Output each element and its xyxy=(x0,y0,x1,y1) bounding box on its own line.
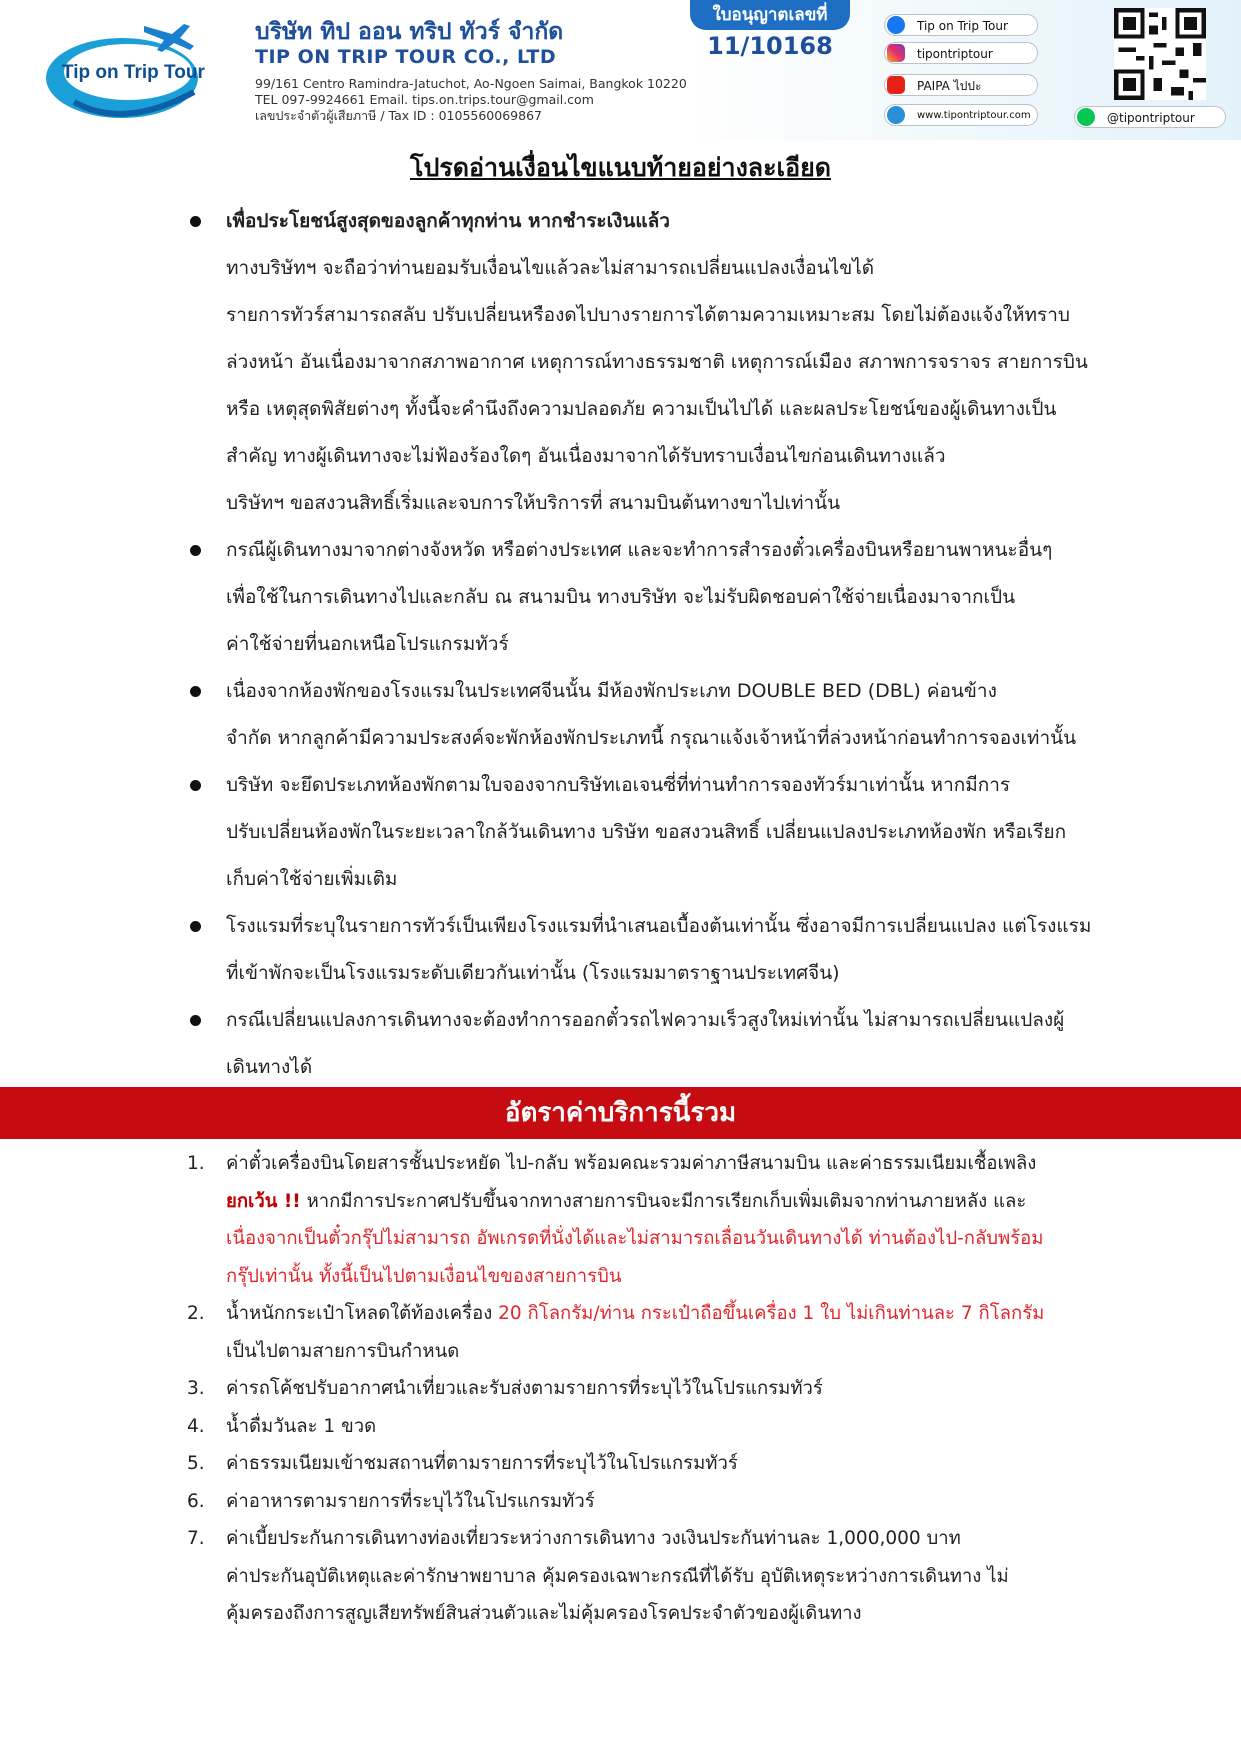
condition-line: รายการทัวร์สามารถสลับ ปรับเปลี่ยนหรืองดไปบางรายการได้ตามความเหมาะสม โดยไม่ต้องแจ้งให้ทราบ xyxy=(226,304,1070,326)
list-item xyxy=(190,762,1200,903)
condition-line: ทางบริษัทฯ จะถือว่าท่านยอมรับเงื่อนไขแล้วละไม่สามารถเปลี่ยนแปลงเงื่อนไขได้ xyxy=(226,257,875,279)
contact-line: TEL 097-9924661 Email. tips.on.trips.tour@gmail.com xyxy=(255,92,594,107)
line-link[interactable] xyxy=(1074,106,1226,128)
included-text: น้ำหนักกระเป๋าโหลดใต้ท้องเครื่อง xyxy=(226,1303,499,1324)
item-number: 5. xyxy=(187,1453,205,1474)
list-item xyxy=(190,997,1200,1091)
condition-line: เก็บค่าใช้จ่ายเพิ่มเติม xyxy=(226,868,398,890)
condition-line: ค่าใช้จ่ายที่นอกเหนือโปรแกรมทัวร์ xyxy=(226,633,509,655)
facebook-label: Tip on Trip Tour xyxy=(917,19,1008,33)
included-line: ค่ารถโค้ชปรับอากาศนำเที่ยวและรับส่งตามรายการที่ระบุไว้ในโปรแกรมทัวร์ xyxy=(226,1378,823,1399)
condition-line: เนื่องจากห้องพักของโรงแรมในประเทศจีนนั้น มีห้องพักประเภท DOUBLE BED (DBL) ค่อนข้าง xyxy=(226,680,997,702)
item-number: 2. xyxy=(187,1303,205,1324)
list-item xyxy=(187,1370,1200,1408)
instagram-label: tipontriptour xyxy=(917,47,993,61)
tax-id-line: เลขประจำตัวผู้เสียภาษี / Tax ID : 0105560069867 xyxy=(255,108,542,123)
conditions-list xyxy=(190,198,1200,1091)
line-icon xyxy=(1077,108,1095,126)
condition-line: กรณีเปลี่ยนแปลงการเดินทางจะต้องทำการออกตั๋วรถไฟความเร็วสูงใหม่เท่านั้น ไม่สามารถเปลี่ยนแปลงผู้ xyxy=(226,1009,1065,1031)
logo-text: Tip on Trip Tour xyxy=(62,62,205,83)
condition-line: กรณีผู้เดินทางมาจากต่างจังหวัด หรือต่างประเทศ และจะทำการสำรองตั๋วเครื่องบินหรือยานพาหนะอื่นๆ xyxy=(226,539,1053,561)
included-line: ค่าเบี้ยประกันการเดินทางท่องเที่ยวระหว่างการเดินทาง วงเงินประกันท่านละ 1,000,000 บาท xyxy=(226,1528,961,1549)
condition-line: ปรับเปลี่ยนห้องพักในระยะเวลาใกล้วันเดินทาง บริษัท ขอสงวนสิทธิ์ เปลี่ยนแปลงประเภทห้องพัก หรือเรียก xyxy=(226,821,1067,843)
website-link[interactable] xyxy=(884,104,1038,126)
line-label: @tipontriptour xyxy=(1107,111,1195,125)
company-name-en: TIP ON TRIP TOUR CO., LTD xyxy=(255,46,557,68)
included-line: ค่าธรรมเนียมเข้าชมสถานที่ตามรายการที่ระบุไว้ในโปรแกรมทัวร์ xyxy=(226,1453,738,1474)
company-address xyxy=(255,76,687,124)
youtube-link[interactable] xyxy=(884,74,1038,96)
list-item xyxy=(187,1445,1200,1483)
list-item xyxy=(190,198,1200,527)
baggage-allowance: 20 กิโลกรัม/ท่าน กระเป๋าถือขึ้นเครื่อง 1 ใบ ไม่เกินท่านละ 7 กิโลกรัม xyxy=(498,1303,1045,1324)
included-line: น้ำดื่มวันละ 1 ขวด xyxy=(226,1415,377,1437)
list-item xyxy=(190,527,1200,668)
company-logo xyxy=(44,12,234,130)
item-number: 7. xyxy=(187,1528,205,1549)
list-item xyxy=(190,668,1200,762)
included-text: หากมีการประกาศปรับขึ้นจากทางสายการบินจะมีการเรียกเก็บเพิ่มเติมจากท่านภายหลัง และ xyxy=(300,1190,1027,1212)
facebook-icon xyxy=(887,16,905,34)
included-list xyxy=(187,1145,1200,1633)
conditions-title: โปรดอ่านเงื่อนไขแนบท้ายอย่างละเอียด xyxy=(410,153,831,182)
list-item xyxy=(187,1295,1200,1370)
included-line: เนื่องจากเป็นตั๋วกรุ๊ปไม่สามารถ อัพเกรดที่นั่งได้และไม่สามารถเลื่อนวันเดินทางได้ ท่านต้องไป-กลับพร้อม xyxy=(226,1228,1044,1249)
item-number: 3. xyxy=(187,1378,205,1399)
website-label: www.tipontriptour.com xyxy=(917,110,1031,121)
condition-line: บริษัท จะยึดประเภทห้องพักตามใบจองจากบริษัทเอเจนซี่ที่ท่านทำการจองทัวร์มาเท่านั้น หากมีการ xyxy=(226,774,1011,796)
included-line: ค่าอาหารตามรายการที่ระบุไว้ในโปรแกรมทัวร์ xyxy=(226,1490,595,1512)
except-label: ยกเว้น !! xyxy=(226,1190,301,1212)
youtube-label: PAIPA ไปปะ xyxy=(917,79,982,93)
included-line: ค่าตั๋วเครื่องบินโดยสารชั้นประหยัด ไป-กลับ พร้อมคณะรวมค่าภาษีสนามบิน และค่าธรรมเนียมเชื้อเพลิง xyxy=(226,1153,1037,1174)
condition-line: ล่วงหน้า อันเนื่องมาจากสภาพอากาศ เหตุการณ์ทางธรรมชาติ เหตุการณ์เมือง สภาพการจราจร สายการบิน xyxy=(226,351,1088,373)
included-banner: อัตราค่าบริการนี้รวม xyxy=(0,1087,1241,1139)
instagram-link[interactable] xyxy=(884,42,1038,64)
included-line: เป็นไปตามสายการบินกำหนด xyxy=(226,1340,460,1362)
list-item xyxy=(187,1483,1200,1521)
item-number: 6. xyxy=(187,1490,205,1512)
included-line: ค่าประกันอุบัติเหตุและค่ารักษาพยาบาล คุ้มครองเฉพาะกรณีที่ได้รับ อุบัติเหตุระหว่างการเดินทาง ไม่ xyxy=(226,1565,1009,1587)
globe-icon xyxy=(887,106,905,124)
qr-code xyxy=(1114,8,1206,100)
included-line: คุ้มครองถึงการสูญเสียทรัพย์สินส่วนตัวและไม่คุ้มครองโรคประจำตัวของผู้เดินทาง xyxy=(226,1603,862,1624)
condition-line: เพื่อใช้ในการเดินทางไปและกลับ ณ สนามบิน ทางบริษัท จะไม่รับผิดชอบค่าใช้จ่ายเนื่องมาจากเป็น xyxy=(226,586,1016,608)
condition-line: หรือ เหตุสุดพิสัยต่างๆ ทั้งนี้จะคำนึงถึงความปลอดภัย ความเป็นไปได้ และผลประโยชน์ของผู้เดินทางเป็น xyxy=(226,398,1057,420)
included-line xyxy=(226,1183,1200,1221)
facebook-link[interactable] xyxy=(884,14,1038,36)
condition-line: จำกัด หากลูกค้ามีความประสงค์จะพักห้องพักประเภทนี้ กรุณาแจ้งเจ้าหน้าที่ล่วงหน้าก่อนทำการจองเท่านั้น xyxy=(226,727,1077,749)
company-name-th: บริษัท ทิป ออน ทริป ทัวร์ จำกัด xyxy=(255,19,564,45)
condition-line: บริษัทฯ ขอสงวนสิทธิ์เริ่มและจบการให้บริการที่ สนามบินต้นทางขาไปเท่านั้น xyxy=(226,492,841,514)
list-item xyxy=(187,1408,1200,1446)
item-number: 1. xyxy=(187,1153,205,1174)
condition-line: ที่เข้าพักจะเป็นโรงแรมระดับเดียวกันเท่านั้น (โรงแรมมาตราฐานประเทศจีน) xyxy=(226,962,840,984)
included-line: กรุ๊ปเท่านั้น ทั้งนี้เป็นไปตามเงื่อนไขของสายการบิน xyxy=(226,1265,622,1287)
condition-line: เดินทางได้ xyxy=(226,1056,313,1078)
item-number: 4. xyxy=(187,1415,205,1437)
condition-line: โรงแรมที่ระบุในรายการทัวร์เป็นเพียงโรงแรมที่นำเสนอเบื้องต้นเท่านั้น ซึ่งอาจมีการเปลี่ยนแปลง แต่โรงแรม xyxy=(226,915,1092,937)
condition-line: สำคัญ ทางผู้เดินทางจะไม่ฟ้องร้องใดๆ อันเนื่องมาจากได้รับทราบเงื่อนไขก่อนเดินทางแล้ว xyxy=(226,445,946,467)
license-number: 11/10168 xyxy=(707,32,833,60)
license-label: ใบอนุญาตเลขที่ xyxy=(690,0,850,30)
condition-heading: เพื่อประโยชน์สูงสุดของลูกค้าทุกท่าน หากชำระเงินแล้ว xyxy=(226,210,670,232)
youtube-icon xyxy=(887,76,905,94)
letterhead xyxy=(0,0,1241,140)
list-item xyxy=(187,1145,1200,1295)
list-item xyxy=(190,903,1200,997)
list-item xyxy=(187,1520,1200,1633)
included-line xyxy=(226,1295,1200,1333)
instagram-icon xyxy=(887,44,905,62)
address-line: 99/161 Centro Ramindra-Jatuchot, Ao-Ngoen Saimai, Bangkok 10220 xyxy=(255,76,687,91)
